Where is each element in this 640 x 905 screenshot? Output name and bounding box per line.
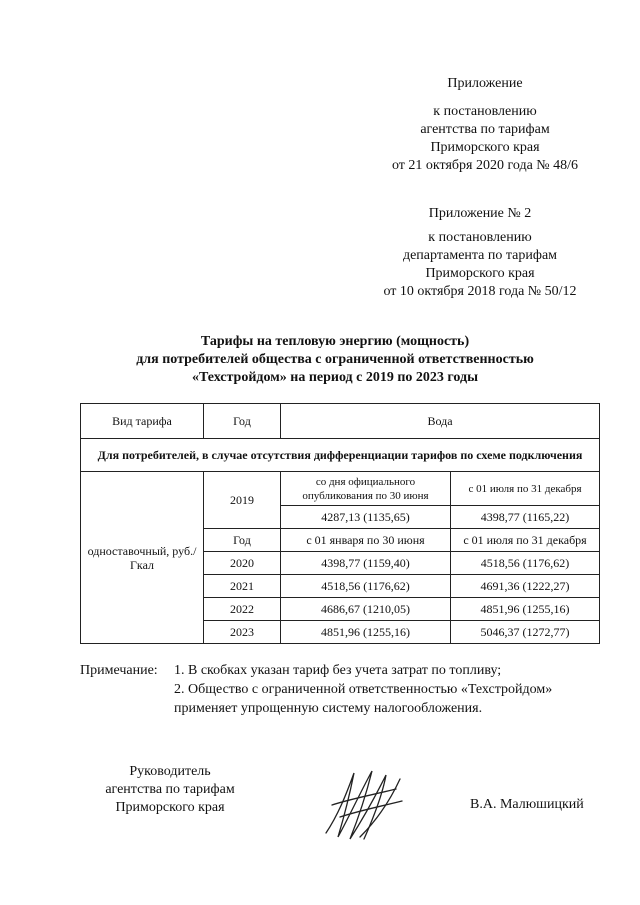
appendix-2-title: Приложение № 2 [428, 206, 532, 221]
tariff-value: 4851,96 (1255,16) [451, 598, 600, 621]
appendix-1-line: Приморского края [430, 140, 540, 155]
notes-label: Примечание: [80, 663, 158, 678]
notes-text [174, 661, 608, 718]
position-line: агентства по тарифам [105, 782, 235, 797]
appendix-1 [360, 75, 610, 175]
position-line: Руководитель [129, 764, 211, 779]
header-tariff-type: Вид тарифа [81, 404, 204, 439]
tariff-value: 4398,77 (1165,22) [451, 506, 600, 529]
tariff-value: 4518,56 (1176,62) [451, 552, 600, 575]
note-line: 1. В скобках указан тариф без учета затрат по топливу; [174, 663, 502, 678]
signatory-position [84, 763, 256, 817]
appendix-2-line: департамента по тарифам [402, 248, 558, 263]
header-year: Год [204, 404, 281, 439]
tariff-value: 4851,96 (1255,16) [281, 621, 451, 644]
appendix-1-line: от 21 октября 2020 года № 48/6 [391, 158, 579, 173]
signatory-name: В.А. Малюшицкий [470, 797, 584, 812]
row-year: 2021 [204, 575, 281, 598]
appendix-2 [355, 205, 605, 301]
row-year: 2023 [204, 621, 281, 644]
tariff-table [80, 403, 600, 644]
appendix-2-line: к постановлению [428, 230, 532, 245]
position-line: Приморского края [115, 800, 225, 815]
appendix-2-line: от 10 октября 2018 года № 50/12 [383, 284, 577, 299]
document-title [80, 333, 590, 387]
row-year: 2022 [204, 598, 281, 621]
period-label: со дня официального опубликования по 30 июня [281, 472, 451, 506]
tariff-value: 4691,36 (1222,27) [451, 575, 600, 598]
tariff-label: одноставочный, руб./Гкал [81, 472, 204, 644]
row-year: 2020 [204, 552, 281, 575]
section-title: Для потребителей, в случае отсутствия дифференциации тарифов по схеме подключения [81, 439, 600, 472]
section-row [81, 439, 600, 472]
subheader-year: Год [204, 529, 281, 552]
row-year: 2019 [204, 472, 281, 529]
period-label: с 01 января по 30 июня [281, 529, 451, 552]
title-line: «Техстройдом» на период с 2019 по 2023 годы [191, 370, 479, 385]
title-line: Тарифы на тепловую энергию (мощность) [200, 334, 470, 349]
period-label: с 01 июля по 31 декабря [451, 472, 600, 506]
tariff-value: 4518,56 (1176,62) [281, 575, 451, 598]
tariff-value: 4287,13 (1135,65) [281, 506, 451, 529]
tariff-value: 4686,67 (1210,05) [281, 598, 451, 621]
appendix-1-line: к постановлению [433, 104, 537, 119]
appendix-1-line: агентства по тарифам [420, 122, 550, 137]
note-line: 2. Общество с ограниченной ответственностью «Техстройдом» [174, 682, 553, 697]
appendix-2-line: Приморского края [425, 266, 535, 281]
table-header-row [81, 404, 600, 439]
appendix-1-title: Приложение [447, 76, 523, 91]
note-line: применяет упрощенную систему налогообложения. [174, 701, 483, 716]
handwritten-signature [320, 765, 410, 845]
period-label: с 01 июля по 31 декабря [451, 529, 600, 552]
table-row [81, 472, 600, 506]
header-water: Вода [281, 404, 600, 439]
title-line: для потребителей общества с ограниченной ответственностью [136, 352, 534, 367]
tariff-value: 5046,37 (1272,77) [451, 621, 600, 644]
tariff-value: 4398,77 (1159,40) [281, 552, 451, 575]
